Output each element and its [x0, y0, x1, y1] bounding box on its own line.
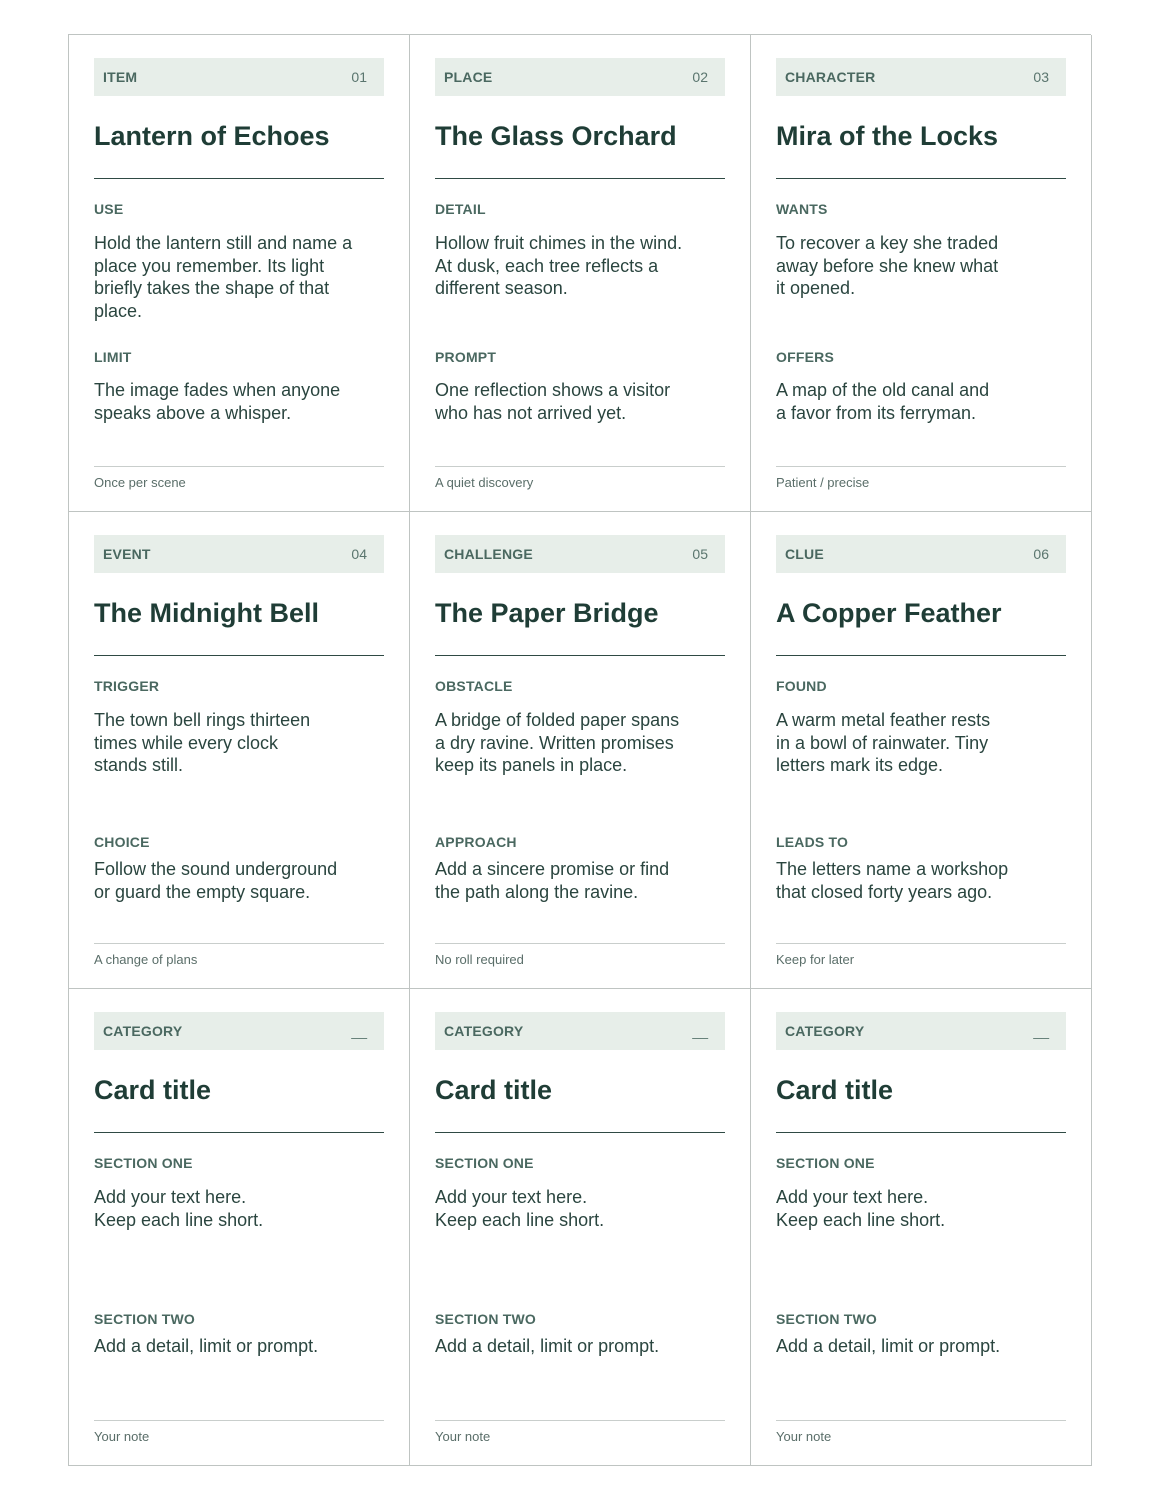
card-lantern-of-echoes [69, 35, 410, 512]
card-header [776, 535, 1066, 573]
card-title: Card title [435, 1075, 553, 1105]
section-two-label: PROMPT [435, 349, 497, 365]
card-number: 02 [692, 69, 708, 85]
section-one-label: DETAIL [435, 201, 486, 217]
section-two-label: SECTION TWO [776, 1311, 877, 1327]
card-header [435, 1012, 725, 1050]
card-category: CHARACTER [785, 69, 876, 85]
section-one-text: Add your text here. Keep each line short. [776, 1187, 946, 1230]
section-one-label: SECTION ONE [435, 1155, 534, 1171]
card-the-glass-orchard [410, 35, 751, 512]
section-two-text: Add a detail, limit or prompt. [435, 1336, 660, 1356]
card-header [776, 1012, 1066, 1050]
card-note: A change of plans [94, 952, 198, 967]
card-number: 05 [692, 546, 708, 562]
card-the-paper-bridge [410, 512, 751, 989]
card-number: 03 [1033, 69, 1049, 85]
card-note: A quiet discovery [435, 475, 534, 490]
section-two-label: CHOICE [94, 834, 150, 850]
card-category: CATEGORY [785, 1023, 865, 1039]
card-template [410, 989, 751, 1466]
section-two-text: The letters name a workshop that closed forty years ago. [776, 859, 1009, 902]
title-divider [776, 655, 1066, 656]
section-one-label: OBSTACLE [435, 678, 513, 694]
footer-divider [94, 943, 384, 944]
section-two-text: A map of the old canal and a favor from its ferryman. [776, 380, 990, 423]
section-two-text: Follow the sound underground or guard the empty square. [94, 859, 338, 902]
section-one-text: To recover a key she traded away before she knew what it opened. [776, 233, 999, 298]
card-note: No roll required [435, 952, 524, 967]
card-title: Card title [776, 1075, 894, 1105]
card-title: Lantern of Echoes [94, 121, 330, 151]
card-note: Your note [776, 1429, 832, 1444]
card-title: The Midnight Bell [94, 598, 319, 628]
section-two-label: APPROACH [435, 834, 517, 850]
section-one-text: A bridge of folded paper spans a dry ravine. Written promises keep its panels in place. [435, 710, 680, 775]
card-note: Your note [435, 1429, 491, 1444]
footer-divider [776, 943, 1066, 944]
card-category: ITEM [103, 69, 138, 85]
card-header [435, 535, 725, 573]
section-two-text: One reflection shows a visitor who has not arrived yet. [435, 380, 671, 423]
card-title: A Copper Feather [776, 598, 1002, 628]
section-one-label: TRIGGER [94, 678, 160, 694]
card-note: Once per scene [94, 475, 186, 490]
footer-divider [435, 943, 725, 944]
section-two-label: LIMIT [94, 349, 132, 365]
section-one-text: Hold the lantern still and name a place you remember. Its light briefly takes the shape of that place. [94, 233, 353, 321]
card-note: Keep for later [776, 952, 855, 967]
section-two-text: Add a detail, limit or prompt. [94, 1336, 319, 1356]
card-template [69, 989, 410, 1466]
card-category: CATEGORY [103, 1023, 183, 1039]
section-one-text: Add your text here. Keep each line short. [435, 1187, 605, 1230]
section-two-label: OFFERS [776, 349, 834, 365]
card-number: 01 [351, 69, 367, 85]
title-divider [435, 178, 725, 179]
card-number: __ [692, 1023, 708, 1039]
card-header [94, 1012, 384, 1050]
card-note: Patient / precise [776, 475, 870, 490]
card-title: Card title [94, 1075, 212, 1105]
card-sheet [68, 34, 1091, 1466]
card-number: 04 [351, 546, 367, 562]
footer-divider [94, 1420, 384, 1421]
section-one-label: SECTION ONE [94, 1155, 193, 1171]
card-category: CHALLENGE [444, 546, 533, 562]
section-one-label: USE [94, 201, 124, 217]
card-note: Your note [94, 1429, 150, 1444]
card-category: EVENT [103, 546, 151, 562]
footer-divider [435, 1420, 725, 1421]
card-title: Mira of the Locks [776, 121, 999, 151]
section-two-label: SECTION TWO [435, 1311, 536, 1327]
section-two-text: Add a sincere promise or find the path along the ravine. [435, 859, 670, 902]
section-one-label: FOUND [776, 678, 827, 694]
card-mira-of-the-locks [751, 35, 1092, 512]
card-number: __ [1033, 1023, 1049, 1039]
card-the-midnight-bell [69, 512, 410, 989]
card-header [94, 535, 384, 573]
card-title: The Glass Orchard [435, 121, 677, 151]
title-divider [94, 178, 384, 179]
title-divider [94, 1132, 384, 1133]
section-one-label: WANTS [776, 201, 828, 217]
section-two-label: LEADS TO [776, 834, 849, 850]
section-one-label: SECTION ONE [776, 1155, 875, 1171]
card-a-copper-feather [751, 512, 1092, 989]
card-category: CLUE [785, 546, 824, 562]
card-number: __ [351, 1023, 367, 1039]
title-divider [435, 655, 725, 656]
section-two-label: SECTION TWO [94, 1311, 195, 1327]
title-divider [94, 655, 384, 656]
footer-divider [776, 466, 1066, 467]
section-one-text: A warm metal feather rests in a bowl of rainwater. Tiny letters mark its edge. [776, 710, 991, 775]
card-header [776, 58, 1066, 96]
card-number: 06 [1033, 546, 1049, 562]
section-one-text: Add your text here. Keep each line short. [94, 1187, 264, 1230]
card-header [94, 58, 384, 96]
footer-divider [94, 466, 384, 467]
section-one-text: Hollow fruit chimes in the wind. At dusk, each tree reflects a different season. [435, 233, 683, 298]
card-title: The Paper Bridge [435, 598, 659, 628]
section-two-text: The image fades when anyone speaks above a whisper. [94, 380, 341, 423]
card-category: PLACE [444, 69, 493, 85]
title-divider [435, 1132, 725, 1133]
title-divider [776, 1132, 1066, 1133]
title-divider [776, 178, 1066, 179]
card-template [751, 989, 1092, 1466]
card-category: CATEGORY [444, 1023, 524, 1039]
section-one-text: The town bell rings thirteen times while every clock stands still. [94, 710, 311, 775]
card-header [435, 58, 725, 96]
footer-divider [776, 1420, 1066, 1421]
footer-divider [435, 466, 725, 467]
section-two-text: Add a detail, limit or prompt. [776, 1336, 1001, 1356]
